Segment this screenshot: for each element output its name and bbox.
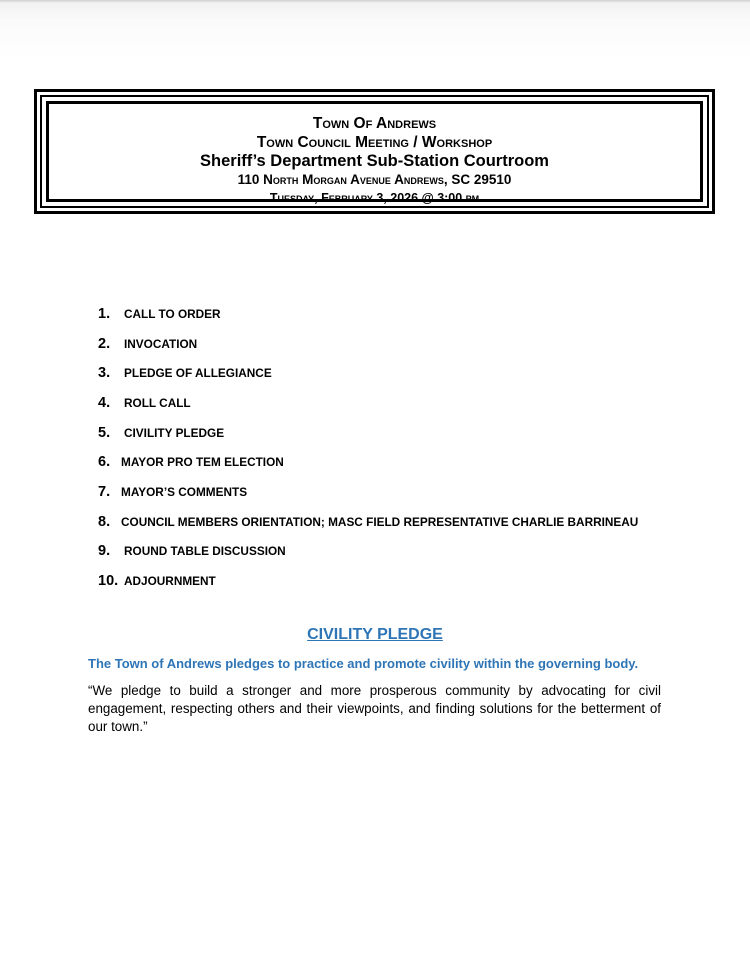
agenda-item (98, 507, 638, 537)
agenda-item (98, 299, 638, 329)
agenda-item-label: ROLL CALL (124, 395, 191, 410)
agenda-item-number: 2. (98, 335, 111, 352)
agenda-item (98, 566, 638, 596)
header-box-inner (46, 101, 703, 205)
page-top-shadow (0, 0, 750, 60)
agenda-item-number: 8. (98, 513, 111, 530)
agenda-item-number: 5. (98, 424, 111, 441)
town-name: Town Of Andrews (312, 115, 437, 132)
agenda-item-number: 4. (98, 394, 111, 411)
meeting-location: Sheriff’s Department Sub-Station Courtroom (200, 152, 549, 170)
agenda-item (98, 358, 638, 388)
agenda-item-label: PLEDGE OF ALLEGIANCE (124, 366, 272, 381)
agenda-item (98, 329, 638, 359)
meeting-datetime: Tuesday, February 3, 2026 @ 3:00 pm (269, 191, 480, 205)
agenda-item (98, 537, 638, 567)
agenda-item (98, 447, 638, 477)
agenda-item-number: 3. (98, 365, 111, 382)
agenda-item-number: 10. (98, 573, 119, 590)
agenda-item (98, 388, 638, 418)
agenda-item-number: 9. (98, 543, 111, 560)
agenda-item (98, 477, 638, 507)
agenda-item-label: CALL TO ORDER (124, 306, 221, 321)
agenda-item-label: ADJOURNMENT (124, 574, 216, 589)
civility-pledge-text: “We pledge to build a stronger and more prosperous community by advocating for civil engagement, respecting others and their viewpoints, and finding solutions for the betterment of our town.” (88, 683, 661, 734)
header-box (34, 89, 715, 214)
agenda-list (98, 299, 638, 596)
agenda-item-number: 7. (98, 483, 111, 500)
agenda-item-label: MAYOR’S COMMENTS (121, 484, 248, 499)
civility-pledge-heading: CIVILITY PLEDGE (307, 626, 443, 643)
civility-pledge-subtitle: The Town of Andrews pledges to practice and promote civility within the governing body. (88, 656, 639, 671)
agenda-item-label: CIVILITY PLEDGE (124, 425, 225, 440)
agenda-item-number: 1. (98, 305, 111, 322)
meeting-title: Town Council Meeting / Workshop (256, 134, 493, 151)
agenda-item-label: MAYOR PRO TEM ELECTION (121, 455, 284, 470)
header-box-middle-border (40, 95, 709, 208)
agenda-item-label: ROUND TABLE DISCUSSION (124, 544, 286, 559)
agenda-item-label: INVOCATION (124, 336, 198, 351)
agenda-item-number: 6. (98, 454, 111, 471)
agenda-item (98, 418, 638, 448)
meeting-address: 110 North Morgan Avenue Andrews, SC 29510 (237, 172, 512, 187)
agenda-item-label: COUNCIL MEMBERS ORIENTATION; MASC FIELD REPRESENTATIVE CHARLIE BARRINEAU (121, 514, 639, 529)
